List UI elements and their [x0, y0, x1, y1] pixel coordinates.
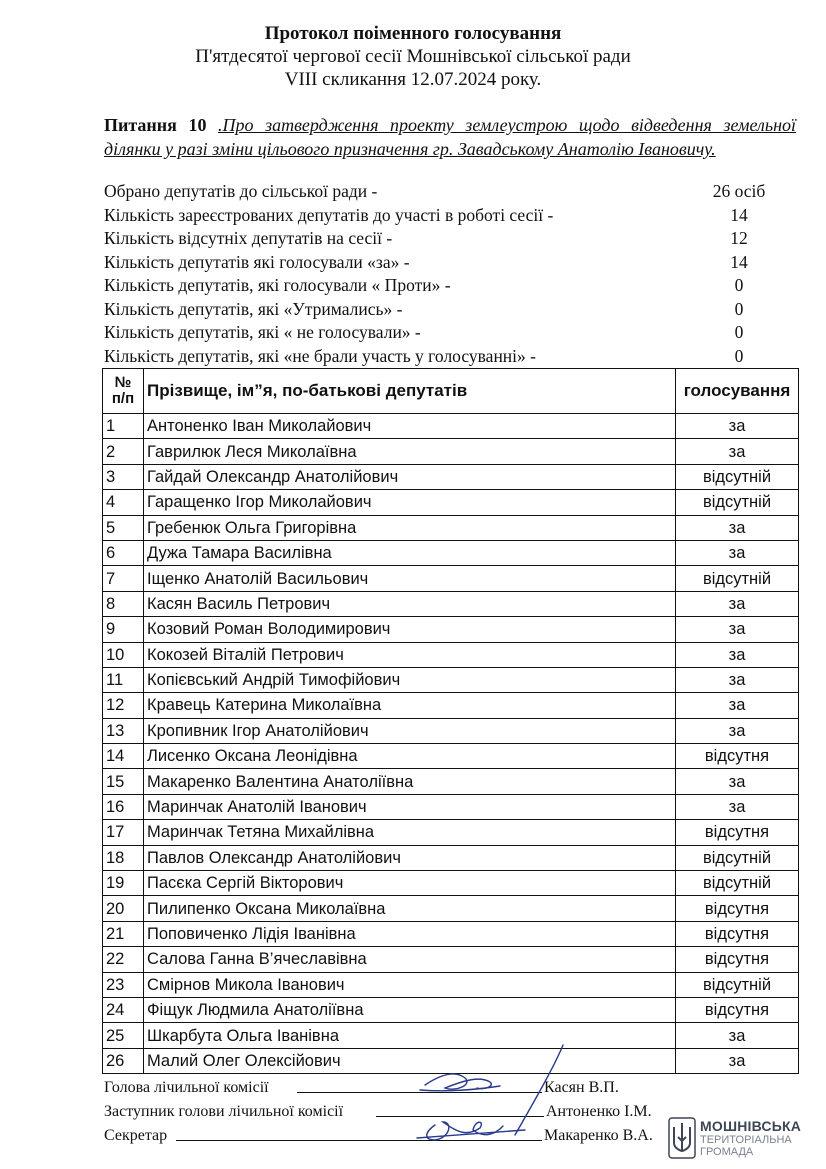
row-number: 4 [103, 490, 144, 515]
table-row [103, 667, 799, 692]
stat-label: Обрано депутатів до сільської ради - [104, 181, 378, 201]
vote-result: відсутній [676, 871, 799, 896]
deputy-name: Дужа Тамара Василівна [144, 540, 676, 565]
vote-result: за [676, 540, 799, 565]
vote-result: за [676, 794, 799, 819]
vote-result: відсутня [676, 947, 799, 972]
deputy-name: Гаврилюк Леся Миколаївна [144, 439, 676, 464]
trident-emblem-icon [668, 1117, 696, 1159]
signature-stroke [425, 1074, 491, 1089]
community-logo [668, 1117, 818, 1165]
deputy-name: Кропивник Ігор Анатолійович [144, 718, 676, 743]
row-number: 22 [103, 947, 144, 972]
row-number: 8 [103, 591, 144, 616]
table-row [103, 820, 799, 845]
table-row [103, 718, 799, 743]
row-number: 17 [103, 820, 144, 845]
signature-role: Секретар [104, 1127, 168, 1144]
table-row [103, 617, 799, 642]
stat-label: Кількість відсутніх депутатів на сесії - [104, 228, 393, 248]
deputy-name: Пилипенко Оксана Миколаївна [144, 896, 676, 921]
header-number: № п/п [103, 369, 144, 414]
row-number: 1 [103, 414, 144, 439]
row-number: 24 [103, 997, 144, 1022]
handwritten-signatures [395, 1040, 595, 1150]
vote-result: за [676, 667, 799, 692]
vote-result: за [676, 693, 799, 718]
row-number: 9 [103, 617, 144, 642]
question-label: Питання 10 [104, 115, 207, 135]
vote-result: відсутній [676, 845, 799, 870]
vote-result: відсутній [676, 566, 799, 591]
table-row [103, 591, 799, 616]
deputy-name: Гребенюк Ольга Григорівна [144, 515, 676, 540]
deputy-name: Копієвський Андрій Тимофійович [144, 667, 676, 692]
table-row [103, 515, 799, 540]
signature-name: Касян В.П. [544, 1079, 619, 1096]
session-line: П'ятдесятої чергової сесії Мошнівської сільської ради [195, 46, 631, 67]
stat-value: 0 [734, 345, 744, 366]
stat-label: Кількість депутатів, які « не голосували» - [104, 322, 421, 342]
signature-name: Макаренко В.А. [544, 1127, 653, 1144]
deputy-name: Макаренко Валентина Анатоліївна [144, 769, 676, 794]
stat-value: 0 [734, 275, 744, 295]
vote-result: відсутній [676, 464, 799, 489]
row-number: 16 [103, 794, 144, 819]
deputy-name: Маринчак Тетяна Михайлівна [144, 820, 676, 845]
table-row [103, 921, 799, 946]
row-number: 21 [103, 921, 144, 946]
vote-result: відсутня [676, 896, 799, 921]
vote-result: відсутня [676, 997, 799, 1022]
deputy-name: Салова Ганна В’ячеславівна [144, 947, 676, 972]
header-deputy-name: Прізвище, ім”я, по-батькові депутатів [144, 369, 676, 414]
logo-line-1: МОШНІВСЬКА [700, 1118, 802, 1134]
signature-stroke [417, 1130, 525, 1138]
stat-row [104, 298, 804, 322]
deputy-name: Поповиченко Лідія Іванівна [144, 921, 676, 946]
stat-label: Кількість депутатів, які голосували « Проти» - [104, 275, 451, 295]
table-row [103, 972, 799, 997]
row-number: 11 [103, 667, 144, 692]
row-number: 6 [103, 540, 144, 565]
document-title: Протокол поіменного голосування [264, 23, 562, 44]
vote-result: за [676, 718, 799, 743]
question-block [104, 113, 796, 161]
stat-row [104, 274, 804, 298]
stat-row [104, 251, 804, 275]
deputy-name: Кравець Катерина Миколаївна [144, 693, 676, 718]
table-row [103, 439, 799, 464]
table-row [103, 845, 799, 870]
deputy-name: Фіщук Людмила Анатоліївна [144, 997, 676, 1022]
deputy-name: Антоненко Іван Миколайович [144, 414, 676, 439]
table-row [103, 414, 799, 439]
deputy-name: Касян Василь Петрович [144, 591, 676, 616]
row-number: 23 [103, 972, 144, 997]
table-row [103, 642, 799, 667]
table-row [103, 540, 799, 565]
deputy-name: Гайдай Олександр Анатолійович [144, 464, 676, 489]
stat-value: 14 [730, 251, 748, 272]
vote-result: за [676, 769, 799, 794]
vote-table [102, 368, 799, 1074]
row-number: 18 [103, 845, 144, 870]
stat-row [104, 345, 804, 369]
deputy-name: Шкарбута Ольга Іванівна [144, 1023, 676, 1048]
deputy-name: Павлов Олександр Анатолійович [144, 845, 676, 870]
signature-name: Антоненко І.М. [546, 1103, 652, 1120]
question-text: .Про затвердження проекту землеустрою щодо відведення земельної ділянки у разі зміни цільового призначення гр. Завадському Анатолію Івановичу. [104, 115, 797, 159]
deputy-name: Гаращенко Ігор Миколайович [144, 490, 676, 515]
vote-result: за [676, 1023, 799, 1048]
row-number: 13 [103, 718, 144, 743]
deputy-name: Іщенко Анатолій Васильович [144, 566, 676, 591]
table-row [103, 693, 799, 718]
table-row [103, 769, 799, 794]
row-number: 2 [103, 439, 144, 464]
deputy-name: Кокозей Віталій Петрович [144, 642, 676, 667]
row-number: 14 [103, 744, 144, 769]
row-number: 26 [103, 1048, 144, 1073]
stat-row [104, 227, 804, 251]
row-number: 12 [103, 693, 144, 718]
stat-value: 12 [730, 228, 748, 248]
stat-label: Кількість депутатів які голосували «за» - [104, 251, 410, 272]
table-row [103, 871, 799, 896]
deputy-name: Козовий Роман Володимирович [144, 617, 676, 642]
stat-value: 0 [734, 322, 744, 342]
stat-label: Кількість зареєстрованих депутатів до участі в роботі сесії - [104, 204, 554, 225]
row-number: 10 [103, 642, 144, 667]
signature-role: Заступник голови лічильної комісії [104, 1103, 344, 1120]
stat-value: 26 осіб [712, 181, 766, 201]
row-number: 15 [103, 769, 144, 794]
table-row [103, 464, 799, 489]
convocation-date-line: VIII скликання 12.07.2024 року. [284, 69, 542, 90]
table-row [103, 896, 799, 921]
signature-stroke [427, 1122, 503, 1140]
vote-result: відсутній [676, 972, 799, 997]
logo-line-3: ГРОМАДА [700, 1146, 754, 1158]
stat-label: Кількість депутатів, які «не брали участь у голосуванні» - [104, 345, 536, 366]
stat-row [104, 321, 804, 345]
table-row [103, 997, 799, 1022]
vote-result: за [676, 642, 799, 667]
deputy-name: Маринчак Анатолій Іванович [144, 794, 676, 819]
stat-value: 0 [734, 298, 744, 319]
deputy-name: Пасєка Сергій Вікторович [144, 871, 676, 896]
vote-result: відсутній [676, 490, 799, 515]
header-vote: голосування [676, 369, 799, 414]
vote-table-header [103, 369, 799, 414]
table-row [103, 744, 799, 769]
vote-result: за [676, 591, 799, 616]
row-number: 25 [103, 1023, 144, 1048]
stat-row [104, 180, 804, 204]
vote-result: за [676, 414, 799, 439]
deputy-name: Малий Олег Олексійович [144, 1048, 676, 1073]
row-number: 7 [103, 566, 144, 591]
stat-value: 14 [730, 204, 748, 225]
stat-label: Кількість депутатів, які «Утримались» - [104, 298, 403, 319]
vote-result: за [676, 439, 799, 464]
deputy-name: Лисенко Оксана Леонідівна [144, 744, 676, 769]
row-number: 5 [103, 515, 144, 540]
voting-stats [104, 180, 804, 368]
logo-line-2: ТЕРИТОРІАЛЬНА [700, 1134, 792, 1146]
vote-result: відсутня [676, 921, 799, 946]
row-number: 19 [103, 871, 144, 896]
document-header [0, 22, 826, 91]
table-row [103, 566, 799, 591]
signature-stroke [515, 1045, 563, 1135]
signature-role: Голова лічильної комісії [104, 1079, 269, 1096]
table-row [103, 794, 799, 819]
vote-result: за [676, 1048, 799, 1073]
row-number: 3 [103, 464, 144, 489]
table-row [103, 490, 799, 515]
vote-result: відсутня [676, 820, 799, 845]
deputy-name: Смірнов Микола Іванович [144, 972, 676, 997]
stat-row [104, 204, 804, 228]
vote-result: відсутня [676, 744, 799, 769]
table-row [103, 947, 799, 972]
vote-result: за [676, 515, 799, 540]
row-number: 20 [103, 896, 144, 921]
vote-result: за [676, 617, 799, 642]
